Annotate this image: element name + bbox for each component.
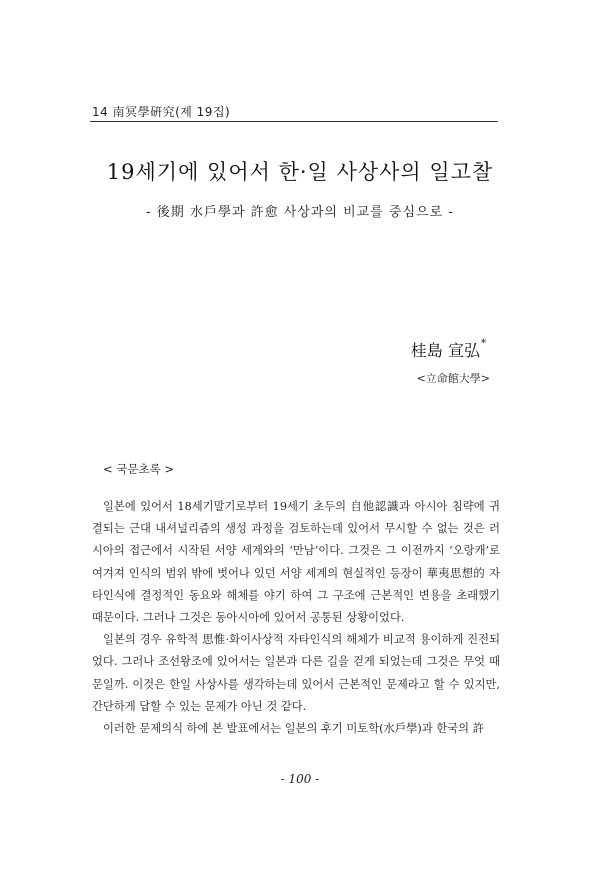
- abstract-heading: < 국문초록 >: [103, 462, 175, 476]
- author-block: [411, 338, 486, 361]
- article-title: 19세기에 있어서 한·일 사상사의 일고찰: [106, 160, 494, 184]
- header-divider: [90, 121, 498, 122]
- running-header: 14 南冥學硏究(제 19집): [92, 105, 231, 119]
- article-subtitle: - 後期 水戶學과 許愈 사상과의 비교를 중심으로 -: [145, 205, 454, 220]
- author-affiliation: <立命館大學>: [416, 372, 490, 385]
- abstract-paragraph-1: 일본에 있어서 18세기말기로부터 19세기 초두의 自他認識과 아시아 침략에 귀결되는 근대 내셔널리즘의 생성 과정을 검토하는데 있어서 무시할 수 없는 것은 러시아의 접근에서 시작된 서양 세계와의 ‘만남’이다. 그것은 그 이전까지 ‘오랑캐’로 여겨져 인식의 범위 밖에 벗어나 있던 서양 세계의 현실적인 등장이 華夷思想的 자타인식에 결정적인 동요와 해체를 야기 하여 그 구조에 근본적인 변용을 초래했기 때문이다. 그러나 그것은 동아시아에 있어서 공통된 상황이었다.: [92, 500, 500, 625]
- abstract-paragraph-2: 일본의 경우 유학적 思惟·화이사상적 자타인식의 해체가 비교적 용이하게 진전되었다. 그러나 조선왕조에 있어서는 일본과 다른 길을 걷게 되었는데 그것은 무엇 때문일까. 이것은 한일 사상사를 생각하는데 있어서 근본적인 문제라고 할 수 있지만, 간단하게 답할 수 있는 문제가 아닌 것 같다.: [92, 633, 500, 713]
- author-name: 桂島 宣弘: [410, 341, 480, 360]
- page-number: - 100 -: [280, 772, 320, 786]
- abstract-paragraph-3: 이러한 문제의식 하에 본 발표에서는 일본의 후기 미토학(水戶學)과 한국의 許: [103, 722, 484, 736]
- author-footnote-mark: *: [481, 338, 486, 349]
- abstract-body: [92, 496, 500, 740]
